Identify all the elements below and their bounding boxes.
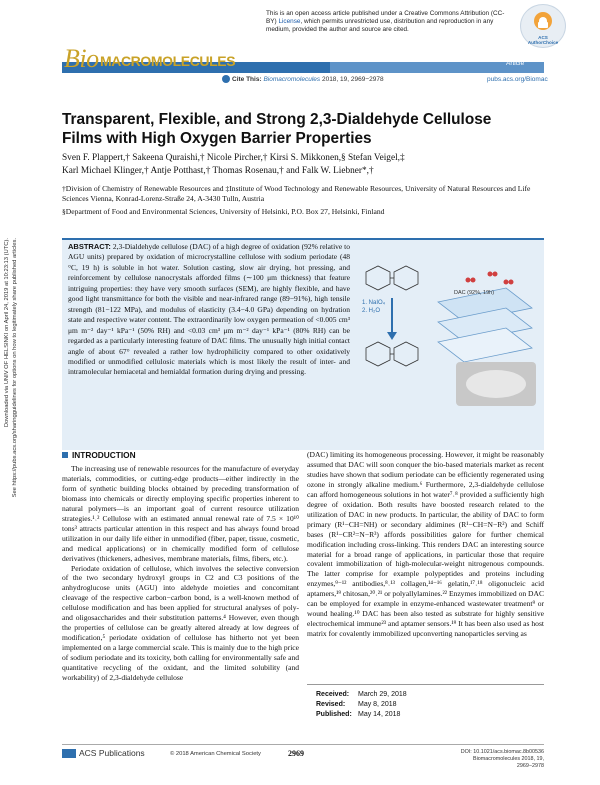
toc-reagent-label: 1. NaIO₄ <box>362 300 386 306</box>
author-line-1[interactable]: Sven F. Plappert,† Sakeena Quraishi,† Nicole Pircher,† Kirsi S. Mikkonen,§ Stefan Veigel,‡ <box>62 153 405 163</box>
author-line-2[interactable]: Karl Michael Klinger,† Antje Potthast,† Thomas Rosenau,† and Falk W. Liebner*,† <box>62 166 374 176</box>
intro-paragraph-2: Periodate oxidation of cellulose, which involves the selective conversion of the two secondary hydroxyl groups in C2 and C3 positions of the anhydroglucose units (AGU) into aldehyde moieties and concomitant cleavage of the respective carbon−carbon bond, is a well-known method of cellulose modification and has been applied for structural analyses of poly- and oligosaccharides and their substitution patterns.⁴ However, even though the properties of cellulose can be greatly altered already at low degrees of modification,⁵ periodate oxidation of cellulose has hitherto not yet been implemented on a large commercial scale. This is mainly due to the high price of sodium periodate and its toxicity, both calling for environmentally safe and quantitative recycling of the oxidant, and the limited solubility (and workability) of 2,3-dialdehyde cellulose <box>62 563 299 683</box>
date-received <box>316 690 544 700</box>
copyright: © 2018 American Chemical Society <box>170 751 261 757</box>
journal-website-link[interactable]: pubs.acs.org/Biomac <box>487 76 548 83</box>
abstract <box>68 242 350 378</box>
date-published <box>316 710 544 720</box>
toc-graphic <box>356 258 540 408</box>
date-value: May 8, 2018 <box>358 701 397 708</box>
article-title: Transparent, Flexible, and Strong 2,3-Dialdehyde Cellulose Films with High Oxygen Barrier Properties <box>62 111 492 147</box>
journal-citation: Biomacromolecules 2018, 19, 2969−2978 <box>472 756 544 769</box>
toc-reagent2-label: 2. H₂O <box>362 308 380 314</box>
publication-dates <box>316 690 544 720</box>
journal-logo-macromolecules: MACROMOLECULES <box>100 53 236 69</box>
body-column-right <box>307 450 544 639</box>
download-stamp-line-2[interactable]: See https://pubs.acs.org/sharingguidelines for options on how to legitimately share published articles. <box>12 238 18 498</box>
dac-structure-icon <box>366 342 418 366</box>
reaction-arrowhead <box>387 332 397 340</box>
journal-logo-bio: Bio <box>64 44 99 73</box>
author-list <box>62 152 542 178</box>
dates-divider <box>307 684 544 685</box>
badge-label: ACS AuthorChoice <box>527 35 559 45</box>
cite-icon[interactable] <box>222 75 230 83</box>
date-label: Revised: <box>316 701 346 708</box>
acs-publications-label: ACS Publications <box>79 748 145 758</box>
oa-note-line-2: , which permits unrestricted use, distribution and reproduction in any medium, <box>266 18 494 34</box>
section-heading-introduction <box>62 450 136 460</box>
cellulose-structure-icon <box>366 266 418 290</box>
affiliation-2: §Department of Food and Environmental Sciences, University of Helsinki, P.O. Box 27, Helsinki, Finland <box>62 206 385 216</box>
open-access-note <box>266 10 514 35</box>
toc-graphic-svg <box>356 258 540 408</box>
oa-note-line-1: This is an open access article published under a Creative Commons Attribution (CC-BY) <box>266 10 505 26</box>
acs-logo-icon <box>62 749 76 758</box>
date-value: March 29, 2018 <box>358 691 407 698</box>
date-revised <box>316 700 544 710</box>
authorchoice-badge <box>520 4 566 48</box>
page-number: 2969 <box>288 749 304 758</box>
body-column-left <box>62 464 299 683</box>
abstract-body: 2,3-Dialdehyde cellulose (DAC) of a high degree of oxidation (92% relative to AGU units) prepared by oxidation of microcrystalline cellulose with sodium periodate (48 °C, 19 h) is soluble in hot water. Solution casting, slow air drying, hot pressing, and reinforcement by cellulose nanocrystals afforded films (∼100 μm thickness) that feature intriguing properties: they have very smooth surfaces (SEM), are highly flexible, and have good light transmittance for both the visible and near-infrared range (89−91%), high tensile strength (81−122 MPa), and modulus of elasticity (3.4−4.0 GPa) depending on hydration state and respective water content. The extraordinarily low oxygen permeation of <0.005 cm³ μm m⁻² day⁻¹ kPa⁻¹ (50% RH) and <0.03 cm³ μm m⁻² day⁻¹ kPa⁻¹ (80% RH) can be regarded as a particularly interesting feature of DAC films. The unusually high initial contact angle of about 67° revealed a rather low hydrophilicity compared to other oxidatively modified or unmodified cellulosic materials which is most likely the result of inter- and intramolecular hemiacetal and hemialdal formation during drying and pressing. <box>68 242 351 377</box>
intro-paragraph-3: (DAC) limiting its homogeneous processing. However, it might be reasonably assumed that DAC will soon conquer the bio-based materials market as recent studies have shown that sodium periodate can be efficiently regenerated using ozone in strongly alkaline medium.⁶ Furthermore, 2,3-dialdehyde cellulose can afford homogeneous solutions in hot water⁷˒⁸ provided a sufficiently high degree of oxidation. Both results have boosted research related to the utilization of DAC in new products. In particular, the ability of DAC to form primary (R¹−CH=NH) or secondary aldimines (R¹−CH=N−R²) and Schiff bases (R¹−CR²=N−R³) affords possibilities galore for further chemical modification including cross-linking. This renders DAC an interesting source material for a broad range of applications, in particular those that require covalent immobilization of high-molecular-weight nitrogenous compounds. The latter comprise for example polypeptides and proteins including enzymes,⁹⁻¹² antibodies,⁸˒¹³ collagen,¹⁴⁻¹⁶ gelatin,¹⁷˒¹⁸ oligonucleic acid aptamers,¹⁹ chitosan,²⁰˒²¹ or polyallylamines.²² Enzymes immobilized on DAC can be employed for example in enzyme-enhanced wastewater treatment⁹ or wound healing.¹⁰ DAC has been also tested as substrate for highly sensitive electrochemical immune²³ and aptamer sensors.¹⁹ It has been also used as host matrix for covalently immobilized upconverting nanoparticles serving as <box>307 450 544 639</box>
film-photo-sheet <box>466 370 526 398</box>
intro-paragraph-1: The increasing use of renewable resources for the manufacture of everyday materials, commodities, or cutting-edge products—either indirectly in the form of synthetic building blocks obtained by preceding transformation of biomass into chemicals or directly employing specific properties inherent to natural polymers—is an important goal of current resource utilization strategies.¹˒² Cellulose with an estimated annual renewal rate of 7.5 × 10¹⁰ tons³ attracts particular attention in this respect and has always found broad utilization in our daily life either in unmodified (fiber, paper, tissue, cosmetic, and medical applications) or in chemically modified form of cellulose derivatives (thickeners, adhesives, membrane materials, films, fibers, etc.). <box>62 464 299 563</box>
doi-link[interactable]: DOI: 10.1021/acs.biomac.8b00536 <box>460 749 544 755</box>
section-heading-text: INTRODUCTION <box>72 450 136 460</box>
section-marker-icon <box>62 452 68 458</box>
doi-block <box>460 749 544 770</box>
affiliations <box>62 184 542 219</box>
cite-journal[interactable]: Biomacromolecules <box>263 76 321 83</box>
oa-note-line-3: provided the author and source are cited. <box>292 26 409 34</box>
cite-reference: 2018, 19, 2969−2978 <box>320 76 384 83</box>
cite-this-line <box>232 76 384 83</box>
article-type-tag: Article <box>506 60 525 67</box>
date-value: May 14, 2018 <box>358 711 401 718</box>
license-link[interactable]: License <box>278 18 301 26</box>
date-label: Published: <box>316 711 352 718</box>
footer-divider <box>62 744 544 745</box>
acs-publications-logo[interactable] <box>62 748 145 758</box>
affiliation-1: †Division of Chemistry of Renewable Resources and ‡Institute of Wood Technology and Renewable Resources, University of Natural Resources and Life Sciences Vienna, Konrad-Lorenz-Straße 24, A-3430 Tulln, Austria <box>62 184 531 204</box>
oxygen-molecules-icon <box>466 272 514 285</box>
download-stamp-line-1: Downloaded via UNIV OF HELSINKI on April 24, 2019 at 10:23:13 (UTC). <box>4 238 10 428</box>
toc-dac-label: DAC (92%, 19h) <box>454 290 495 296</box>
cite-label: Cite This: <box>232 76 262 83</box>
download-stamp <box>4 238 26 598</box>
date-label: Received: <box>316 691 350 698</box>
abstract-label: ABSTRACT: <box>68 242 111 251</box>
